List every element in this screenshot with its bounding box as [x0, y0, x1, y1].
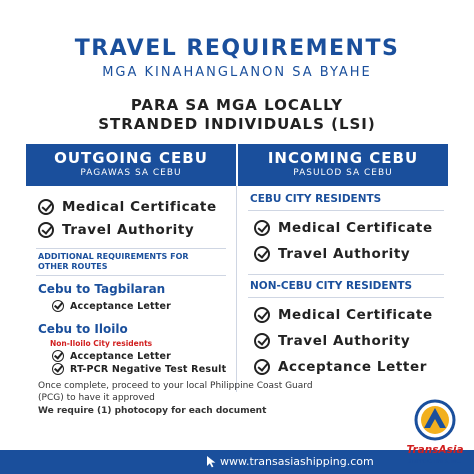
- section-rule: [36, 275, 226, 276]
- column-divider: [236, 186, 237, 392]
- incoming-cebu-item-authority: [254, 246, 410, 262]
- check-circle-icon: [52, 363, 64, 375]
- check-circle-icon: [254, 307, 270, 323]
- audience-heading-line2: STRANDED INDIVIDUALS (LSI): [98, 115, 376, 133]
- transasia-logo: [404, 398, 466, 470]
- additional-requirements-label: [38, 252, 189, 272]
- route-item-label: RT-PCR Negative Test Result: [70, 363, 227, 375]
- check-circle-icon: [38, 222, 54, 238]
- group-label-cebu-city: CEBU CITY RESIDENTS: [250, 193, 382, 205]
- incoming-item-label: Medical Certificate: [278, 307, 433, 323]
- route-iloilo: Cebu to Iloilo: [38, 322, 128, 336]
- outgoing-item-label: Medical Certificate: [62, 199, 217, 215]
- audience-heading-line1: PARA SA MGA LOCALLY: [130, 96, 344, 114]
- additional-label-line1: ADDITIONAL REQUIREMENTS FOR: [38, 252, 189, 261]
- check-circle-icon: [52, 350, 64, 362]
- incoming-subtitle: PASULOD SA CEBU: [293, 168, 393, 178]
- route-item-label: Acceptance Letter: [70, 350, 172, 362]
- incoming-cebu-item-medical: [254, 220, 433, 236]
- route-tagbilaran-item: [52, 300, 171, 312]
- route-iloilo-item-rtpcr: [52, 363, 226, 375]
- photocopy-note: We require (1) photocopy for each document: [38, 406, 267, 416]
- route-iloilo-note: Non-Iloilo City residents: [50, 339, 153, 348]
- outgoing-header: [26, 144, 236, 186]
- additional-label-line2: OTHER ROUTES: [38, 262, 108, 271]
- check-circle-icon: [254, 246, 270, 262]
- section-rule: [248, 297, 444, 298]
- route-iloilo-item-acceptance: [52, 350, 171, 362]
- logo-tagline: SHIPPING LINES, INC.: [408, 459, 462, 465]
- check-circle-icon: [38, 199, 54, 215]
- incoming-item-label: Travel Authority: [278, 333, 411, 349]
- incoming-header: [238, 144, 448, 186]
- group-label-non-cebu: NON-CEBU CITY RESIDENTS: [250, 280, 413, 292]
- check-circle-icon: [254, 359, 270, 375]
- incoming-non-cebu-item-authority: [254, 333, 410, 349]
- cursor-icon: [206, 455, 217, 468]
- incoming-title: INCOMING CEBU: [267, 149, 419, 167]
- section-rule: [248, 274, 444, 275]
- logo-brand: TransAsia: [406, 444, 464, 456]
- route-tagbilaran: Cebu to Tagbilaran: [38, 282, 166, 296]
- outgoing-item-authority: [38, 222, 194, 238]
- incoming-item-label: Travel Authority: [278, 246, 411, 262]
- website-link[interactable]: www.transasiashipping.com: [220, 455, 374, 468]
- page-title: TRAVEL REQUIREMENTS: [74, 36, 400, 61]
- section-rule: [36, 248, 226, 249]
- check-circle-icon: [254, 333, 270, 349]
- page-subtitle: MGA KINAHANGLANON SA BYAHE: [102, 65, 372, 80]
- outgoing-item-medical: [38, 199, 217, 215]
- section-rule: [248, 210, 444, 211]
- check-circle-icon: [52, 300, 64, 312]
- route-item-label: Acceptance Letter: [70, 300, 172, 312]
- outgoing-subtitle: PAGAWAS SA CEBU: [80, 168, 182, 178]
- check-circle-icon: [254, 220, 270, 236]
- outgoing-item-label: Travel Authority: [62, 222, 195, 238]
- incoming-non-cebu-item-acceptance: [254, 359, 427, 375]
- outgoing-title: OUTGOING CEBU: [54, 149, 208, 167]
- pcg-instruction: Once complete, proceed to your local Philippine Coast Guard (PCG) to have it approved: [38, 381, 313, 403]
- incoming-item-label: Acceptance Letter: [278, 359, 427, 375]
- incoming-item-label: Medical Certificate: [278, 220, 433, 236]
- incoming-non-cebu-item-medical: [254, 307, 433, 323]
